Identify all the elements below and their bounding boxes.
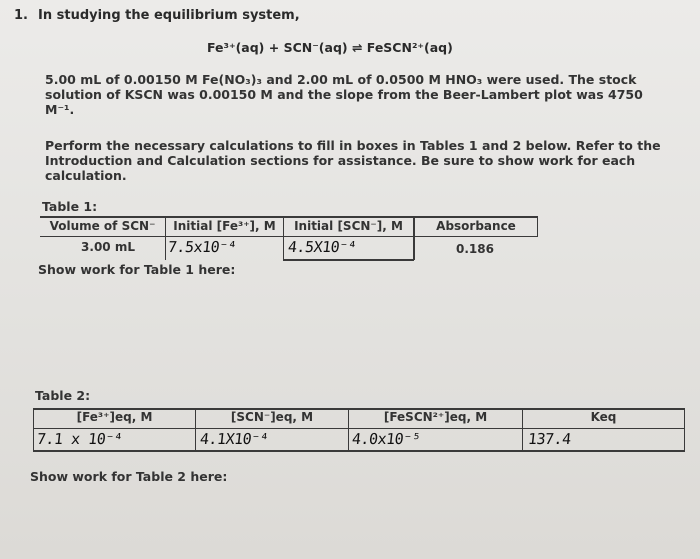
table1-fe-initial-handwritten: 7.5x10⁻⁴: [167, 238, 238, 256]
table2-bottom-border: [33, 450, 685, 452]
table2-fescn-eq-handwritten: 4.0x10⁻⁵: [351, 430, 422, 448]
table2-right-border: [684, 408, 685, 451]
paragraph-line: solution of KSCN was 0.00150 M and the slope from the Beer-Lambert plot was 4750: [45, 87, 643, 102]
table1-right-border: [537, 216, 538, 236]
table1-show-work-label: Show work for Table 1 here:: [38, 262, 236, 277]
table1-scn-initial-handwritten: 4.5X10⁻⁴: [287, 238, 358, 256]
table2-header-divider: [33, 428, 685, 429]
table1-header-absorbance: Absorbance: [436, 219, 516, 233]
paragraph-line: calculation.: [45, 168, 127, 183]
equilibrium-equation: Fe³⁺(aq) + SCN⁻(aq) ⇌ FeSCN²⁺(aq): [207, 40, 453, 55]
table1-absorbance-value: 0.186: [456, 242, 494, 256]
instructions-paragraph: [45, 138, 661, 183]
table2-fe-eq-handwritten: 7.1 x 10⁻⁴: [36, 430, 124, 448]
table2-header-fe-eq: [Fe³⁺]eq, M: [76, 410, 153, 424]
table1-header-scn-initial: Initial [SCN⁻], M: [294, 219, 403, 233]
question-number: 1.: [14, 8, 28, 23]
table1-header-volume: Volume of SCN⁻: [49, 219, 156, 233]
table2-header-fescn-eq: [FeSCN²⁺]eq, M: [383, 410, 488, 424]
table1-header-fe-initial: Initial [Fe³⁺], M: [173, 219, 276, 233]
paragraph-line: Introduction and Calculation sections for assistance. Be sure to show work for each: [45, 153, 636, 168]
table2-header-keq: Keq: [590, 410, 617, 424]
paragraph-line: Perform the necessary calculations to fill in boxes in Tables 1 and 2 below. Refer to the: [45, 138, 661, 153]
question-prompt: In studying the equilibrium system,: [38, 8, 300, 23]
given-data-paragraph: [45, 72, 643, 117]
table1-label: Table 1:: [42, 199, 98, 214]
paragraph-line: 5.00 mL of 0.00150 M Fe(NO₃)₃ and 2.00 mL of 0.0500 M HNO₃ were used. The stock: [45, 72, 637, 87]
table1-bottom-border: [283, 259, 414, 261]
table1-top-border: [40, 216, 538, 218]
table1-header-divider: [40, 236, 538, 237]
table2-show-work-label: Show work for Table 2 here:: [30, 469, 228, 484]
table2-label: Table 2:: [35, 388, 91, 403]
table1-volume-value: 3.00 mL: [81, 240, 135, 254]
table2-keq-handwritten: 137.4: [527, 430, 572, 448]
table2-header-scn-eq: [SCN⁻]eq, M: [230, 410, 314, 424]
table2-scn-eq-handwritten: 4.1X10⁻⁴: [199, 430, 270, 448]
paragraph-line: M⁻¹.: [45, 102, 75, 117]
